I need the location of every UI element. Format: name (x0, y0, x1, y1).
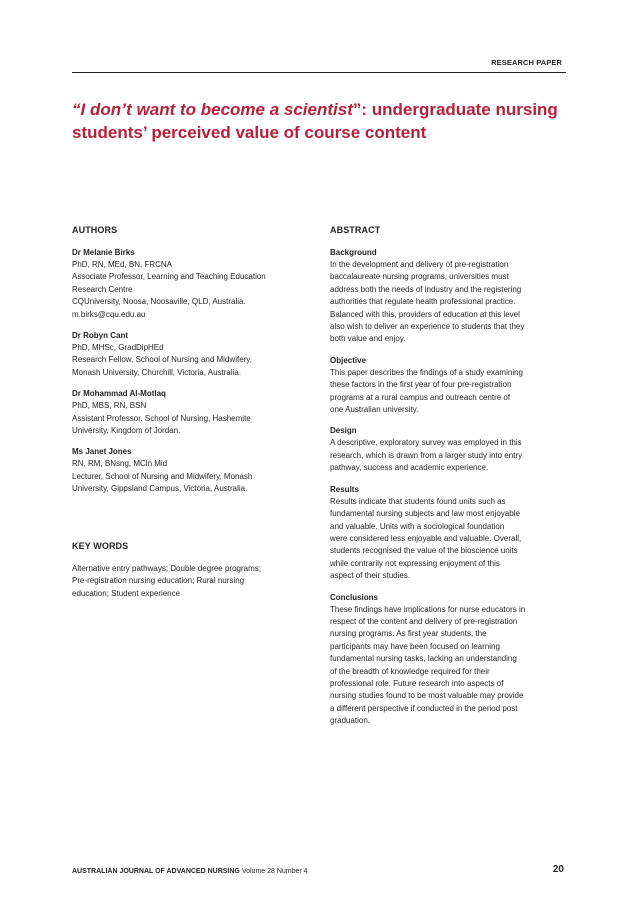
author-detail-line: University, Gippsland Campus, Victoria, Australia. (72, 484, 248, 494)
abstract-text-line: pathway, success and academic experience. (330, 463, 489, 473)
author-name: Dr Mohammad Al-Motlaq (72, 389, 166, 399)
footer-volume: Volume 28 Number 4 (239, 868, 308, 875)
author-detail-line: RN, RM, BNsng, MCln Mid (72, 459, 168, 469)
abstract-subheading: Objective (330, 355, 367, 365)
author-detail-line: m.birks@cqu.edu.au (72, 309, 146, 319)
abstract-text-line: also wish to deliver an experience to students that they (330, 322, 525, 332)
footer-journal-name: AUSTRALIAN JOURNAL OF ADVANCED NURSING (72, 868, 240, 875)
abstract-text-line: a different perspective if conducted in the period post (330, 703, 518, 713)
abstract-text-line: research, which is drawn from a larger study into entry (330, 450, 523, 460)
author-entry (72, 446, 304, 495)
author-detail-line: PhD, RN, MEd, BN, FRCNA (72, 260, 173, 269)
author-entry (72, 330, 304, 379)
author-detail-line: Assistant Professor, School of Nursing, Hashemite (72, 413, 251, 423)
author-detail-line: PhD, MHSc, GradDipHEd (72, 343, 164, 353)
author-detail-line: Monash University, Churchill, Victoria, Australia. (72, 367, 242, 377)
author-detail-line: CQUniversity, Noosa, Noosaville, QLD, Australia. (72, 297, 246, 307)
section-label: RESEARCH PAPER (491, 58, 562, 67)
abstract-column (330, 225, 570, 737)
abstract-text-line: aspect of their studies. (330, 571, 411, 581)
author-detail-line: PhD, MBS, RN, BSN (72, 401, 147, 411)
abstract-sections (330, 247, 570, 728)
abstract-text-line: these factors in the first year of four pre-registration (330, 380, 512, 390)
abstract-text-line: fundamental nursing subjects and law most enjoyable (330, 509, 520, 519)
keywords-heading: KEY WORDS (72, 541, 129, 551)
authors-list (72, 247, 304, 496)
author-detail-line: Lecturer, School of Nursing and Midwifery, Monash (72, 471, 253, 481)
abstract-text-line: authorities that regulate health professional practice. (330, 297, 516, 307)
abstract-section-objective (330, 355, 570, 417)
authors-column (72, 225, 304, 505)
header-divider (72, 72, 566, 73)
keywords-section (72, 541, 304, 600)
authors-heading: AUTHORS (72, 225, 118, 235)
author-detail-line: Research Fellow, School of Nursing and Midwifery, (72, 355, 252, 365)
abstract-text-line: both value and enjoy. (330, 334, 406, 344)
abstract-text-line: address both the needs of industry and the registering (330, 284, 522, 294)
abstract-subheading: Conclusions (330, 592, 379, 602)
abstract-subheading: Design (330, 426, 357, 436)
abstract-text-line: professional role. Future research into aspects of (330, 678, 504, 688)
abstract-subheading: Results (330, 484, 359, 494)
author-name: Dr Robyn Cant (72, 331, 128, 341)
author-detail-line: Associate Professor, Learning and Teaching Education (72, 272, 266, 282)
abstract-text-line: one Australian university. (330, 405, 419, 415)
abstract-text-line: In the development and delivery of pre-registration (330, 260, 509, 269)
abstract-text-line: These findings have implications for nurse educators in (330, 604, 526, 614)
author-name: Ms Janet Jones (72, 447, 132, 457)
footer-citation (72, 868, 308, 875)
abstract-heading: ABSTRACT (330, 225, 381, 235)
author-entry (72, 247, 304, 321)
abstract-section-conclusions (330, 592, 570, 728)
abstract-text-line: Balanced with this, providers of education at this level (330, 309, 520, 319)
abstract-section-background (330, 247, 570, 346)
author-entry (72, 388, 304, 437)
keywords-line: education; Student experience (72, 588, 181, 598)
abstract-section-design (330, 425, 570, 474)
abstract-text-line: nursing studies found to be most valuable may provide (330, 691, 524, 701)
abstract-subheading: Background (330, 248, 377, 257)
abstract-text-line: nursing programs. As first year students, the (330, 629, 487, 639)
article-title (72, 98, 572, 144)
abstract-text-line: respect of the content and delivery of pre-registration (330, 616, 518, 626)
author-detail-line: Research Centre (72, 284, 133, 294)
abstract-text-line: This paper describes the findings of a study examining (330, 367, 523, 377)
abstract-text-line: fundamental nursing tasks, lacking an understanding (330, 654, 517, 664)
abstract-text-line: graduation. (330, 716, 371, 726)
keywords-text (72, 563, 304, 600)
keywords-line: Alternative entry pathways; Double degree programs; (72, 564, 261, 573)
article-title-rest: ”: undergraduate nursing students’ perceived value of course content (72, 100, 558, 142)
abstract-text-line: students recognised the value of the bioscience units (330, 546, 518, 556)
abstract-text-line: while contrarily not expressing enjoyment of this (330, 558, 500, 568)
abstract-text-line: participants may have been focused on learning (330, 641, 500, 651)
abstract-section-results (330, 484, 570, 583)
abstract-text-line: were considered less enjoyable and valuable. Overall, (330, 533, 522, 543)
abstract-text-line: baccalaureate nursing programs, universities must (330, 272, 509, 282)
abstract-text-line: of the breadth of knowledge required for their (330, 666, 490, 676)
abstract-text-line: programs at a rural campus and outreach centre of (330, 392, 511, 402)
abstract-text-line: and valuable. Units with a sociological foundation (330, 521, 505, 531)
keywords-line: Pre-registration nursing education; Rural nursing (72, 576, 245, 586)
article-title-quote: “I don’t want to become a scientist (72, 100, 353, 119)
page-number: 20 (552, 864, 564, 875)
author-name: Dr Melanie Birks (72, 248, 135, 257)
author-detail-line: University, Kingdom of Jordan. (72, 426, 181, 436)
abstract-text-line: A descriptive, exploratory survey was employed in this (330, 438, 522, 448)
abstract-text-line: Results indicate that students found units such as (330, 496, 506, 506)
